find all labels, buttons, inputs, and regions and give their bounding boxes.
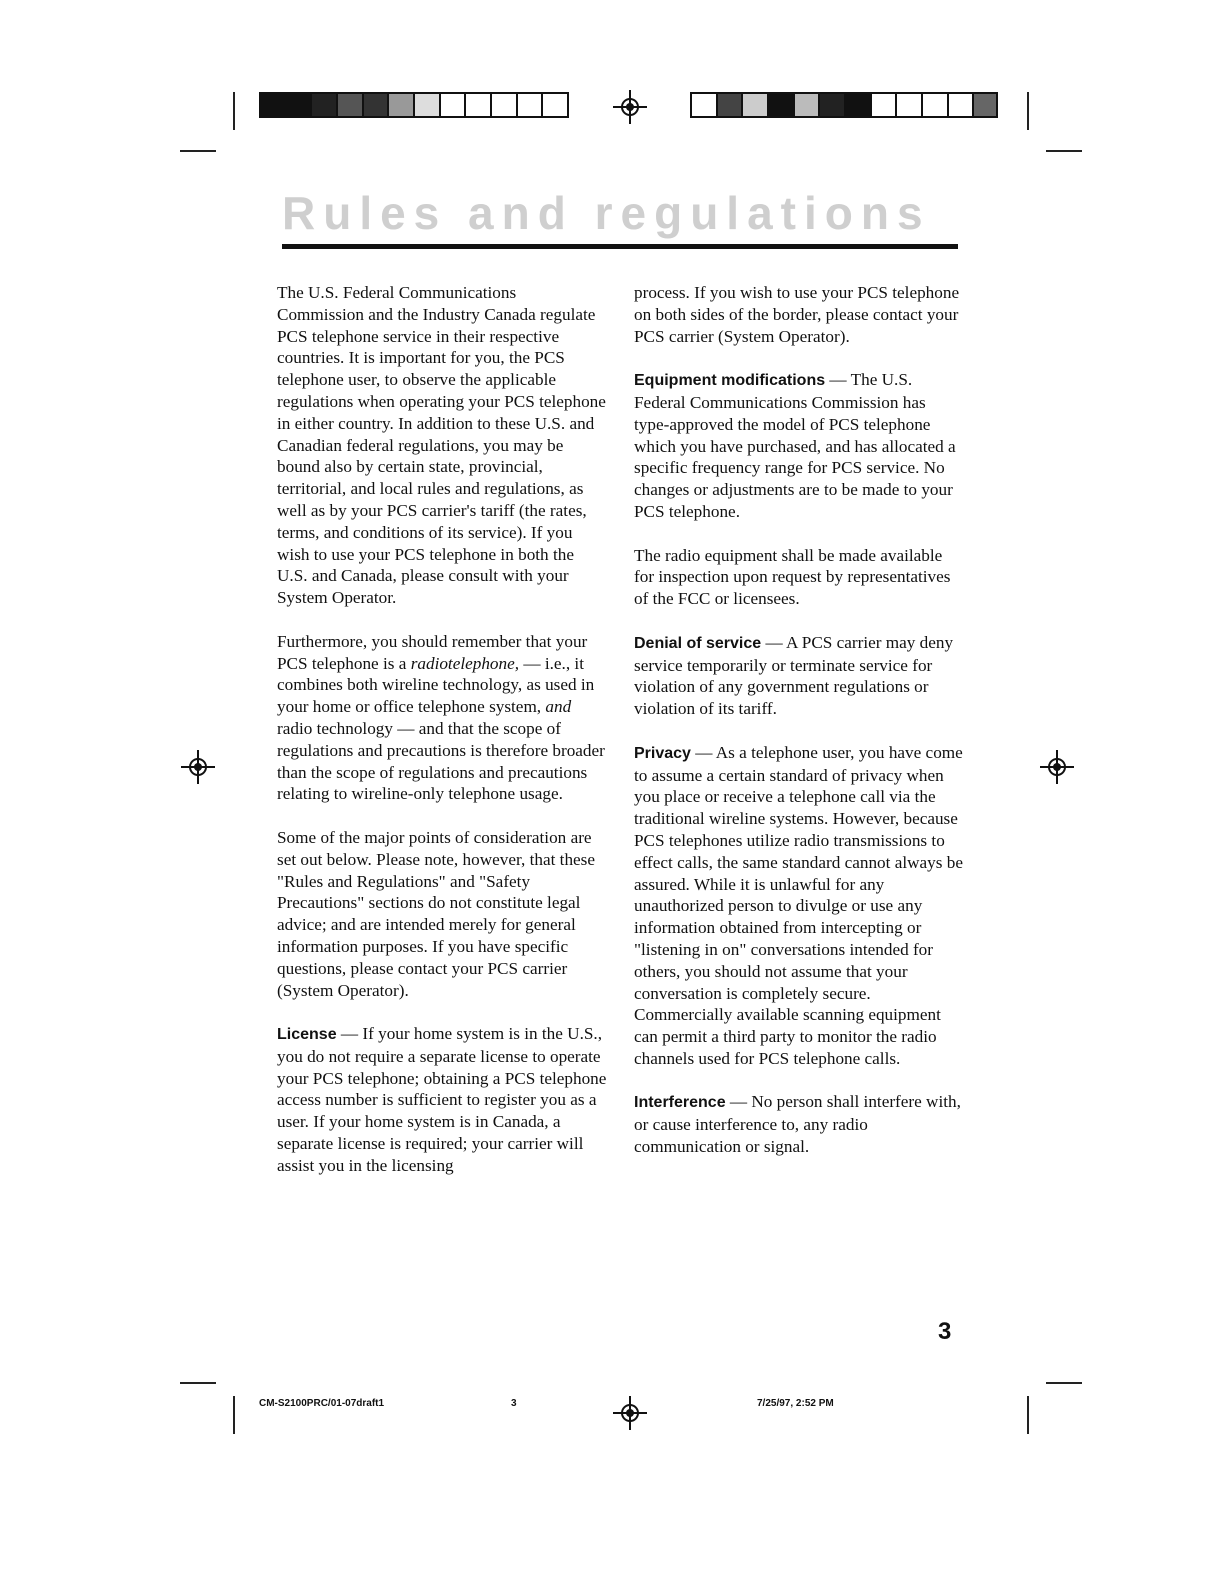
radiotelephone-paragraph: [277, 631, 607, 805]
privacy-heading: Privacy: [634, 744, 691, 762]
text-span: — No person shall interfere with, or cause interference to, any radio communication or signal.: [634, 1092, 961, 1157]
title-rule: [282, 244, 958, 249]
color-bar-right: [690, 92, 998, 118]
license-heading: License: [277, 1026, 337, 1044]
crop-mark: [180, 1382, 216, 1384]
registration-target-icon: [181, 750, 215, 784]
color-bar-left: [259, 92, 569, 118]
interference-heading: Interference: [634, 1094, 726, 1112]
text-span: — As a telephone user, you have come to assume a certain standard of privacy when you place or receive a telephone call via the traditional wireline systems. However, because PCS telephones utilize radio transmissions to effect calls, the same standard cannot always be assured. While it is unlawful for any unauthorized person to divulge or use any information obtained from intercepting or "listening in on" conversations intended for others, you should not assume that your conversation is completely secure. Commercially available scanning equipment can permit a third party to monitor the radio channels used for PCS telephone calls.: [634, 742, 963, 1068]
text-span: — The U.S. Federal Communications Commission has type-approved the model of PCS telephone which you have purchased, and has allocated a specific frequency range for PCS service. No changes or adjustments are to be made to your PCS telephone.: [634, 370, 956, 521]
text-span: — A PCS carrier may deny service temporarily or terminate service for violation of any government regulations or violation of its tariff.: [634, 632, 954, 719]
text-span: — i.e., it combines both wireline technology, as used in your home or office telephone system,: [277, 653, 595, 717]
disclaimer-paragraph: Some of the major points of consideration are set out below. Please note, however, that these "Rules and Regulations" and "Safety Precautions" sections do not constitute legal advice; and are intended merely for general information purposes. If you have specific questions, please contact your PCS carrier (System Operator).: [277, 827, 595, 1000]
registration-target-icon: [613, 90, 647, 124]
interference-paragraph: [634, 1091, 964, 1157]
page-title: Rules and regulations: [282, 187, 931, 239]
text-span: — If your home system is in the U.S., you do not require a separate license to operate your PCS telephone; obtaining a PCS telephone access number is sufficient to register you as a user. If your home system is in Canada, a separate license is required; your carrier will assist you in the licensing: [277, 1024, 607, 1175]
crop-mark: [180, 150, 216, 152]
denial-paragraph: [634, 632, 964, 720]
license-paragraph: [277, 1023, 607, 1177]
registration-target-icon: [1040, 750, 1074, 784]
privacy-paragraph: [634, 742, 964, 1070]
crop-mark: [1027, 92, 1029, 130]
crop-mark: [1046, 150, 1082, 152]
footer-doc-id: CM-S2100PRC/01-07draft1: [259, 1398, 385, 1409]
left-column: [277, 282, 607, 1198]
page-number: 3: [938, 1318, 952, 1345]
registration-target-icon: [613, 1396, 647, 1430]
emphasis-text: and: [545, 697, 572, 717]
footer-page: 3: [511, 1398, 517, 1409]
text-span: radio technology — and that the scope of regulations and precautions is therefore broader than the scope of regulations and precautions relating to wireline-only telephone usage.: [277, 718, 605, 804]
right-column: [634, 282, 964, 1180]
equipment-paragraph: [634, 369, 964, 523]
intro-paragraph: The U.S. Federal Communications Commission and the Industry Canada regulate PCS telephone service in their respective countries. It is important for you, the PCS telephone user, to observe the applicable regulations when operating your PCS telephone in either country. In addition to these U.S. and Canadian federal regulations, you may be bound also by certain state, provincial, territorial, and local rules and regulations, as well as by your PCS carrier's tariff (the rates, terms, and conditions of its service). If you wish to use your PCS telephone in both the U.S. and Canada, please consult with your System Operator.: [277, 283, 606, 608]
inspection-paragraph: The radio equipment shall be made available for inspection upon request by representatives of the FCC or licensees.: [634, 545, 951, 609]
crop-mark: [233, 1396, 235, 1434]
footer-timestamp: 7/25/97, 2:52 PM: [757, 1398, 834, 1409]
crop-mark: [1046, 1382, 1082, 1384]
text-span: Furthermore, you should remember that your PCS telephone is a: [277, 631, 588, 673]
crop-mark: [1027, 1396, 1029, 1434]
crop-mark: [233, 92, 235, 130]
equipment-heading: Equipment modifications: [634, 372, 826, 390]
denial-heading: Denial of service: [634, 634, 762, 652]
continued-paragraph: process. If you wish to use your PCS telephone on both sides of the border, please contact your PCS carrier (System Operator).: [634, 283, 960, 346]
emphasis-text: radiotelephone,: [410, 653, 520, 673]
